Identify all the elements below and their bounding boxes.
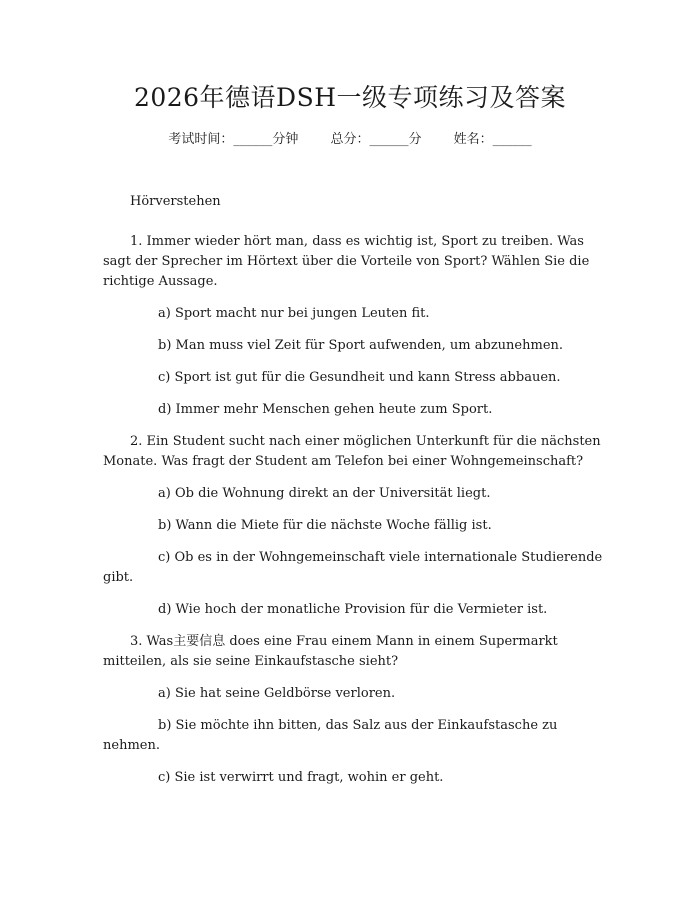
- exam-meta-line: [0, 130, 700, 150]
- question-2: 2. Ein Student sucht nach einer möglichen Unterkunft für die nächsten Monate. Was fragt der Student am Telefon bei einer Wohngemeinschaft?: [103, 434, 601, 469]
- question-3-option-c: c) Sie ist verwirrt und fragt, wohin er geht.: [158, 770, 444, 785]
- question-1-option-d: d) Immer mehr Menschen gehen heute zum Sport.: [158, 402, 493, 417]
- question-1-option-a: a) Sport macht nur bei jungen Leuten fit.: [158, 306, 430, 321]
- question-1-option-c: c) Sport ist gut für die Gesundheit und kann Stress abbauen.: [158, 370, 561, 385]
- question-3: 3. Was主要信息 does eine Frau einem Mann in einem Supermarkt mitteilen, als sie seine Einkaufstasche sieht?: [103, 634, 558, 669]
- question-3-option-a: a) Sie hat seine Geldbörse verloren.: [158, 686, 396, 701]
- question-3-option-b: b) Sie möchte ihn bitten, das Salz aus der Einkaufstasche zu nehmen.: [103, 718, 558, 753]
- question-1: 1. Immer wieder hört man, dass es wichtig ist, Sport zu treiben. Was sagt der Sprecher im Hörtext über die Vorteile von Sport? Wählen Sie die richtige Aussage.: [103, 234, 590, 289]
- total-score-field: 总分：______分: [330, 132, 422, 147]
- question-2-option-a: a) Ob die Wohnung direkt an der Universität liegt.: [158, 486, 491, 501]
- question-2-option-b: b) Wann die Miete für die nächste Woche fällig ist.: [158, 518, 492, 533]
- document-title: 2026年德语DSH一级专项练习及答案: [133, 83, 567, 112]
- exam-time-field: 考试时间：______分钟: [168, 132, 299, 147]
- document-body: [103, 186, 603, 800]
- question-1-option-b: b) Man muss viel Zeit für Sport aufwenden, um abzunehmen.: [158, 338, 564, 353]
- question-2-option-d: d) Wie hoch der monatliche Provision für die Vermieter ist.: [158, 602, 548, 617]
- question-2-option-c: c) Ob es in der Wohngemeinschaft viele internationale Studierende gibt.: [103, 550, 603, 585]
- section-heading: Hörverstehen: [130, 194, 221, 209]
- student-name-field: 姓名：______: [453, 132, 532, 147]
